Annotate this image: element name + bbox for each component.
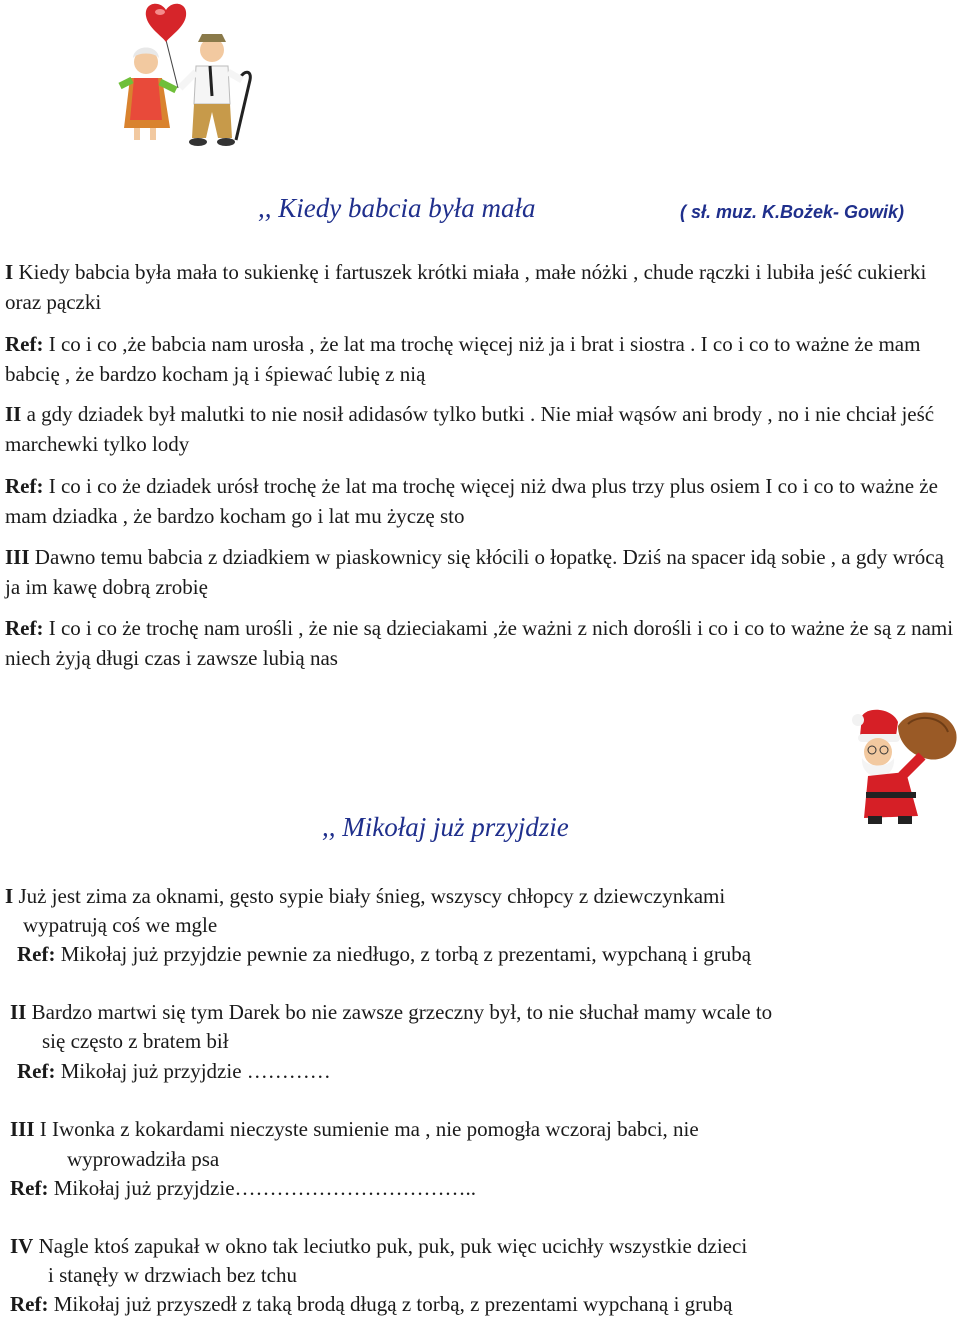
verse-text: I Iwonka z kokardami nieczyste sumienie ma , nie pomogła wczoraj babci, nie — [34, 1117, 699, 1141]
refrain-text: Mikołaj już przyjdzie ………… — [55, 1059, 331, 1083]
refrain-text: Mikołaj już przyszedł z taką brodą długą z torbą, z prezentami wypchaną i grubą — [48, 1292, 733, 1316]
refrain-1 — [5, 330, 955, 389]
refrain-label: Ref: — [5, 332, 44, 356]
santa-illustration — [838, 706, 960, 828]
verse-2 — [5, 400, 955, 459]
song-title-kiedy-babcia: ,, Kiedy babcia była mała — [258, 193, 536, 223]
refrain-label: Ref: — [17, 1059, 56, 1083]
verse-label: II — [5, 402, 22, 426]
verse-1-line-2: wypatrują coś we mgle — [23, 913, 218, 937]
verse-text: a gdy dziadek był malutki to nie nosił adidasów tylko butki . Nie miał wąsów ani brody , no i nie chciał jeść marchewki tylko lody — [5, 402, 935, 456]
refrain-text: Mikołaj już przyjdzie pewnie za niedługo, z torbą z prezentami, wypchaną i grubą — [55, 942, 752, 966]
verse-3-line-1 — [10, 1115, 699, 1144]
verse-text: Już jest zima za oknami, gęsto sypie biały śnieg, wszyscy chłopcy z dziewczynkami — [13, 884, 726, 908]
verse-1 — [5, 258, 955, 317]
verse-3 — [5, 543, 955, 602]
verse-label: I — [5, 260, 14, 284]
verse-label: III — [5, 545, 30, 569]
verse-2-line-1 — [10, 998, 772, 1027]
refrain-text: I co i co że dziadek urósł trochę że lat ma trochę więcej niż dwa plus trzy plus osiem I co i co to ważne że mam dziadka , że bardzo kocham go i lat mu życzę sto — [5, 474, 938, 528]
refrain-1 — [17, 940, 751, 969]
refrain-text: I co i co ,że babcia nam urosła , że lat ma trochę więcej niż ja i brat i siostra . I co i co to ważne że mam babcię , że bardzo kocham ją i śpiewać lubię z nią — [5, 332, 921, 386]
song-title-mikolaj: ,, Mikołaj już przyjdzie — [322, 812, 569, 842]
refrain-label: Ref: — [10, 1176, 49, 1200]
verse-text: Dawno temu babcia z dziadkiem w piaskownicy się kłócili o łopatkę. Dziś na spacer idą sobie , a gdy wrócą ja im kawę dobrą zrobię — [5, 545, 944, 599]
verse-text: Bardzo martwi się tym Darek bo nie zawsze grzeczny był, to nie słuchał mamy wcale to — [26, 1000, 773, 1024]
refrain-3 — [5, 614, 955, 673]
refrain-text: Mikołaj już przyjdzie…………………………….. — [48, 1176, 477, 1200]
refrain-2 — [17, 1057, 331, 1086]
verse-label: IV — [10, 1234, 34, 1258]
verse-label: III — [10, 1117, 35, 1141]
verse-4-line-1 — [10, 1232, 747, 1261]
song-credit: ( sł. muz. K.Bożek- Gowik) — [680, 202, 905, 222]
verse-label: II — [10, 1000, 27, 1024]
refrain-2 — [5, 472, 955, 531]
verse-text: Nagle ktoś zapukał w okno tak leciutko puk, puk, puk więc ucichły wszystkie dzieci — [33, 1234, 748, 1258]
verse-1-line-1 — [5, 882, 725, 911]
verse-4-line-2: i stanęły w drzwiach bez tchu — [48, 1263, 297, 1287]
refrain-3 — [10, 1174, 476, 1203]
refrain-label: Ref: — [17, 942, 56, 966]
refrain-label: Ref: — [10, 1292, 49, 1316]
refrain-text: I co i co że trochę nam urośli , że nie są dzieciakami ,że ważni z nich dorośli i co i co to ważne że są z nami niech żyją długi czas i zawsze lubią nas — [5, 616, 954, 670]
verse-label: I — [5, 884, 14, 908]
verse-3-line-2: wyprowadziła psa — [67, 1147, 220, 1171]
verse-2-line-2: się często z bratem bił — [42, 1029, 229, 1053]
refrain-label: Ref: — [5, 474, 44, 498]
verse-text: Kiedy babcia była mała to sukienkę i fartuszek krótki miała , małe nóżki , chude rączki i lubiła jeść cukierki oraz pączki — [5, 260, 927, 314]
grandparents-illustration — [100, 0, 270, 150]
refrain-4 — [10, 1290, 732, 1319]
refrain-label: Ref: — [5, 616, 44, 640]
